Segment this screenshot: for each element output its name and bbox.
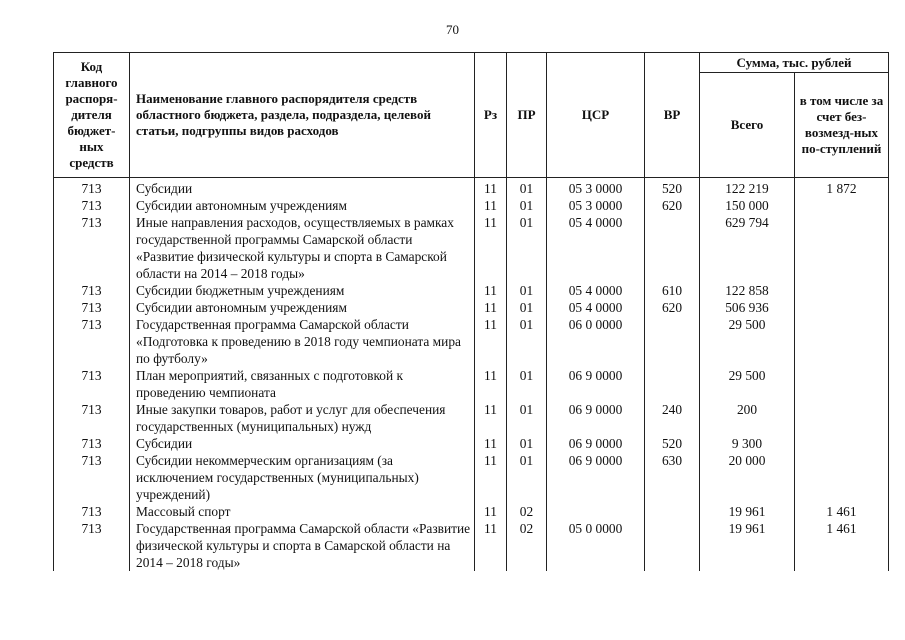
cell-code: 713 <box>54 401 130 435</box>
cell-name: Государственная программа Самарской области «Подготовка к проведению в 2018 году чемпионата мира по футболу» <box>130 316 475 367</box>
cell-rz: 11 <box>475 299 507 316</box>
cell-total: 200 <box>700 401 795 435</box>
cell-total: 19 961 <box>700 520 795 571</box>
cell-pr: 01 <box>507 435 547 452</box>
cell-code: 713 <box>54 299 130 316</box>
cell-pr: 02 <box>507 520 547 571</box>
header-grants: в том числе за счет без-возмезд-ных по-ступлений <box>795 73 889 178</box>
cell-code: 713 <box>54 503 130 520</box>
cell-code: 713 <box>54 197 130 214</box>
cell-rz: 11 <box>475 367 507 401</box>
cell-code: 713 <box>54 452 130 503</box>
cell-name: Массовый спорт <box>130 503 475 520</box>
cell-name: Субсидии некоммерческим организациям (за исключением государственных (муниципальных) учреждений) <box>130 452 475 503</box>
cell-pr: 02 <box>507 503 547 520</box>
cell-grants <box>795 197 889 214</box>
cell-csr: 05 4 0000 <box>547 214 645 282</box>
cell-grants: 1 872 <box>795 178 889 198</box>
table-row <box>54 520 889 571</box>
table-row <box>54 452 889 503</box>
cell-rz: 11 <box>475 197 507 214</box>
cell-vr: 240 <box>645 401 700 435</box>
table-body <box>54 178 889 572</box>
cell-code: 713 <box>54 520 130 571</box>
table-row <box>54 214 889 282</box>
cell-rz: 11 <box>475 316 507 367</box>
cell-grants <box>795 299 889 316</box>
cell-rz: 11 <box>475 178 507 198</box>
cell-name: Субсидии автономным учреждениям <box>130 299 475 316</box>
cell-total: 29 500 <box>700 367 795 401</box>
table-row <box>54 282 889 299</box>
header-sum: Сумма, тыс. рублей <box>700 53 889 73</box>
cell-pr: 01 <box>507 282 547 299</box>
cell-pr: 01 <box>507 401 547 435</box>
cell-total: 150 000 <box>700 197 795 214</box>
cell-grants <box>795 282 889 299</box>
cell-csr: 06 9 0000 <box>547 367 645 401</box>
table-header <box>54 53 889 178</box>
cell-total: 122 858 <box>700 282 795 299</box>
table-row <box>54 367 889 401</box>
cell-total: 20 000 <box>700 452 795 503</box>
table-row <box>54 316 889 367</box>
cell-code: 713 <box>54 178 130 198</box>
cell-grants <box>795 316 889 367</box>
cell-total: 9 300 <box>700 435 795 452</box>
cell-rz: 11 <box>475 452 507 503</box>
cell-name: Иные закупки товаров, работ и услуг для обеспечения государственных (муниципальных) нужд <box>130 401 475 435</box>
cell-vr: 630 <box>645 452 700 503</box>
cell-total: 19 961 <box>700 503 795 520</box>
header-csr: ЦСР <box>547 53 645 178</box>
cell-grants <box>795 435 889 452</box>
cell-grants <box>795 401 889 435</box>
cell-vr: 520 <box>645 178 700 198</box>
cell-pr: 01 <box>507 299 547 316</box>
cell-code: 713 <box>54 214 130 282</box>
cell-vr: 520 <box>645 435 700 452</box>
cell-csr: 06 9 0000 <box>547 452 645 503</box>
cell-pr: 01 <box>507 367 547 401</box>
cell-code: 713 <box>54 316 130 367</box>
cell-total: 629 794 <box>700 214 795 282</box>
cell-pr: 01 <box>507 316 547 367</box>
table-row <box>54 178 889 198</box>
cell-grants <box>795 214 889 282</box>
cell-name: Субсидии <box>130 178 475 198</box>
cell-csr: 06 9 0000 <box>547 401 645 435</box>
cell-grants <box>795 367 889 401</box>
cell-vr <box>645 316 700 367</box>
cell-rz: 11 <box>475 520 507 571</box>
header-name: Наименование главного распорядителя средств областного бюджета, раздела, подраздела, целевой статьи, подгруппы видов расходов <box>130 53 475 178</box>
cell-csr: 06 0 0000 <box>547 316 645 367</box>
cell-rz: 11 <box>475 435 507 452</box>
cell-csr: 05 3 0000 <box>547 178 645 198</box>
cell-grants: 1 461 <box>795 520 889 571</box>
cell-name: Государственная программа Самарской области «Развитие физической культуры и спорта в Самарской области на 2014 – 2018 годы» <box>130 520 475 571</box>
cell-csr: 05 0 0000 <box>547 520 645 571</box>
cell-csr: 05 4 0000 <box>547 282 645 299</box>
cell-pr: 01 <box>507 178 547 198</box>
table-row <box>54 197 889 214</box>
header-total: Всего <box>700 73 795 178</box>
table-row <box>54 299 889 316</box>
cell-csr <box>547 503 645 520</box>
cell-csr: 05 3 0000 <box>547 197 645 214</box>
table-row <box>54 435 889 452</box>
budget-table <box>53 52 889 571</box>
cell-code: 713 <box>54 282 130 299</box>
cell-vr <box>645 520 700 571</box>
cell-rz: 11 <box>475 503 507 520</box>
cell-vr <box>645 214 700 282</box>
cell-csr: 06 9 0000 <box>547 435 645 452</box>
cell-code: 713 <box>54 435 130 452</box>
cell-name: Субсидии бюджетным учреждениям <box>130 282 475 299</box>
cell-grants <box>795 452 889 503</box>
page-number: 70 <box>446 22 459 37</box>
header-pr: ПР <box>507 53 547 178</box>
cell-grants: 1 461 <box>795 503 889 520</box>
cell-vr <box>645 367 700 401</box>
table-row <box>54 503 889 520</box>
header-rz: Рз <box>475 53 507 178</box>
header-vr: ВР <box>645 53 700 178</box>
cell-rz: 11 <box>475 282 507 299</box>
cell-vr: 620 <box>645 197 700 214</box>
cell-name: Субсидии <box>130 435 475 452</box>
cell-pr: 01 <box>507 214 547 282</box>
table-row <box>54 401 889 435</box>
cell-name: План мероприятий, связанных с подготовкой к проведению чемпионата <box>130 367 475 401</box>
cell-vr <box>645 503 700 520</box>
cell-name: Субсидии автономным учреждениям <box>130 197 475 214</box>
cell-vr: 620 <box>645 299 700 316</box>
cell-pr: 01 <box>507 452 547 503</box>
cell-code: 713 <box>54 367 130 401</box>
cell-rz: 11 <box>475 401 507 435</box>
cell-csr: 05 4 0000 <box>547 299 645 316</box>
cell-name: Иные направления расходов, осуществляемых в рамках государственной программы Самарской области «Развитие физической культуры и спорта в Самарской области на 2014 – 2018 годы» <box>130 214 475 282</box>
cell-total: 122 219 <box>700 178 795 198</box>
cell-total: 29 500 <box>700 316 795 367</box>
header-code: Код главного распоря-дителя бюджет-ных средств <box>54 53 130 178</box>
cell-pr: 01 <box>507 197 547 214</box>
cell-rz: 11 <box>475 214 507 282</box>
cell-total: 506 936 <box>700 299 795 316</box>
cell-vr: 610 <box>645 282 700 299</box>
